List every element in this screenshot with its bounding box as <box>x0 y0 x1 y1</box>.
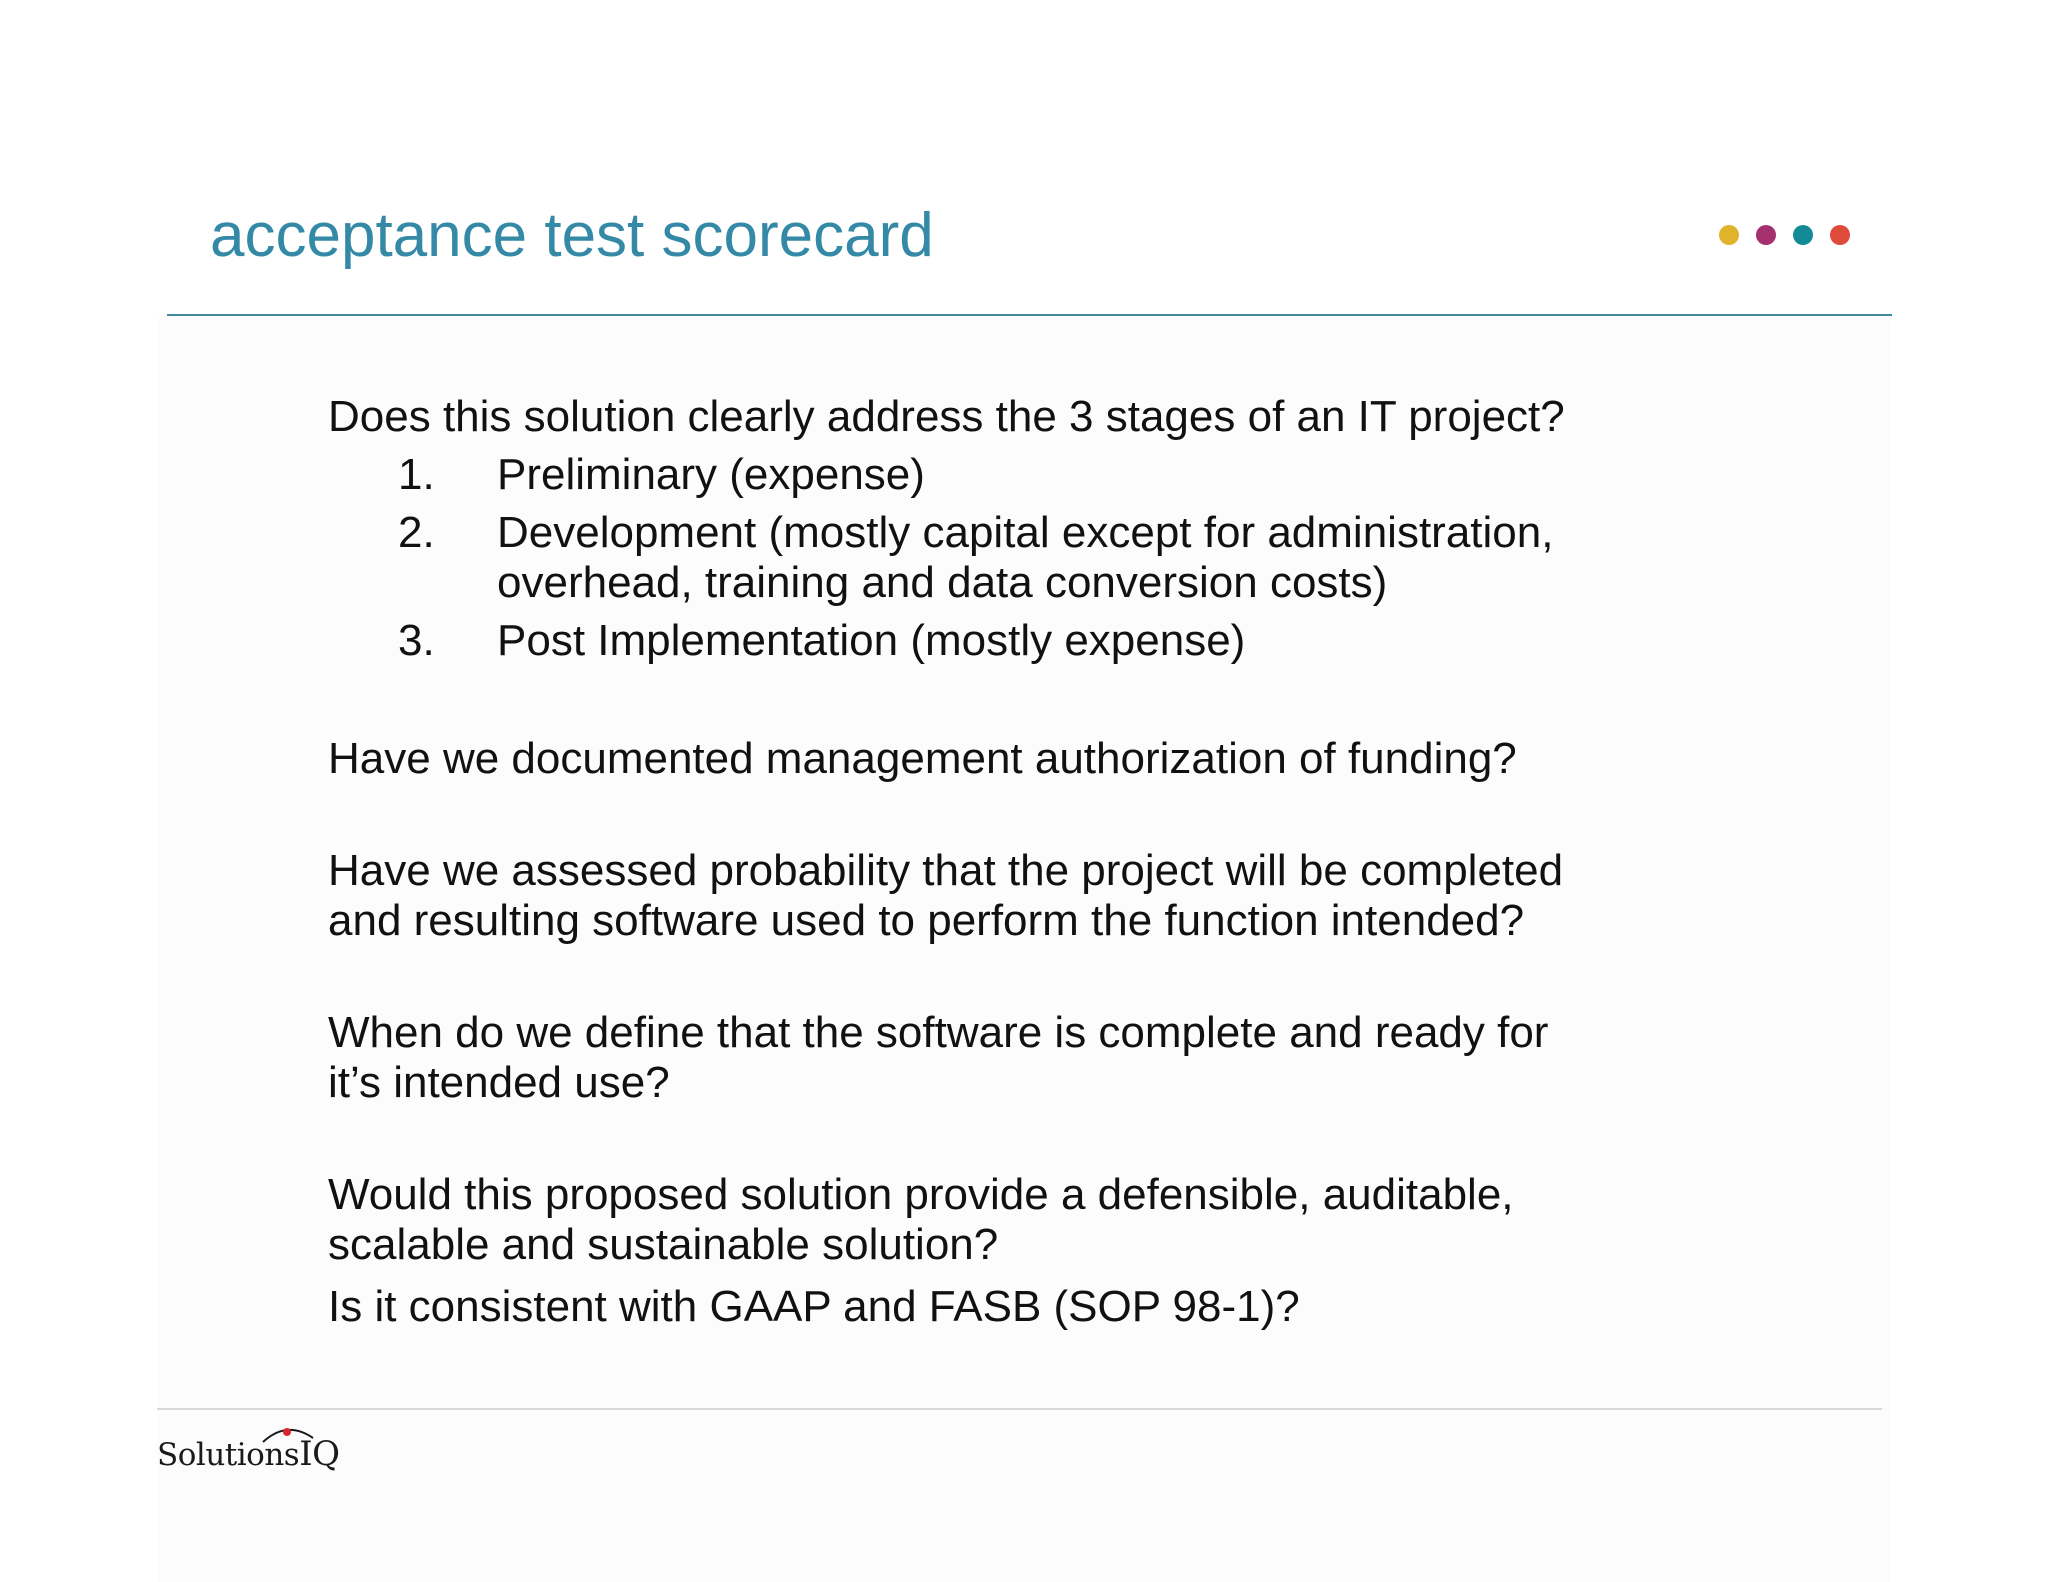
question-line: Have we assessed probability that the project will be completed <box>328 846 1564 895</box>
question-line: it’s intended use? <box>328 1058 670 1107</box>
list-text <box>497 616 1728 666</box>
list-item <box>328 450 1728 500</box>
teal-dot-icon <box>1793 225 1813 245</box>
yellow-dot-icon <box>1719 225 1739 245</box>
question-line: Would this proposed solution provide a defensible, auditable, <box>328 1170 1514 1219</box>
question-probability <box>328 846 1728 946</box>
list-line: Post Implementation (mostly expense) <box>497 616 1246 665</box>
question-defensible <box>328 1170 1728 1270</box>
question-completion <box>328 1008 1728 1108</box>
list-line: Development (mostly capital except for administration, <box>497 508 1554 557</box>
slide-title: acceptance test scorecard <box>210 201 934 270</box>
decorative-dots <box>1719 225 1850 247</box>
solutionsiq-logo <box>157 1418 340 1474</box>
stages-list <box>328 450 1728 666</box>
list-text <box>497 508 1728 608</box>
question-stages: Does this solution clearly address the 3 stages of an IT project? <box>328 392 1565 441</box>
title-divider <box>167 314 1892 316</box>
logo-iq: IQ <box>299 1434 340 1474</box>
list-number: 3. <box>398 616 435 665</box>
slide-body <box>328 392 1728 1332</box>
logo-word: Solutions <box>157 1437 300 1473</box>
list-text <box>497 450 1728 500</box>
question-funding: Have we documented management authorization of funding? <box>328 734 1517 783</box>
list-item <box>328 508 1728 608</box>
list-line: Preliminary (expense) <box>497 450 925 499</box>
list-number: 2. <box>398 508 435 557</box>
list-number: 1. <box>398 450 435 499</box>
question-line: scalable and sustainable solution? <box>328 1220 999 1269</box>
list-item <box>328 616 1728 666</box>
footer-divider <box>157 1408 1882 1410</box>
question-line: When do we define that the software is complete and ready for <box>328 1008 1549 1057</box>
question-line: and resulting software used to perform the function intended? <box>328 896 1525 945</box>
logo-wordmark <box>157 1434 340 1474</box>
magenta-dot-icon <box>1756 225 1776 245</box>
red-dot-icon <box>1830 225 1850 245</box>
question-gaap: Is it consistent with GAAP and FASB (SOP 98-1)? <box>328 1282 1300 1331</box>
list-line: overhead, training and data conversion costs) <box>497 558 1388 607</box>
